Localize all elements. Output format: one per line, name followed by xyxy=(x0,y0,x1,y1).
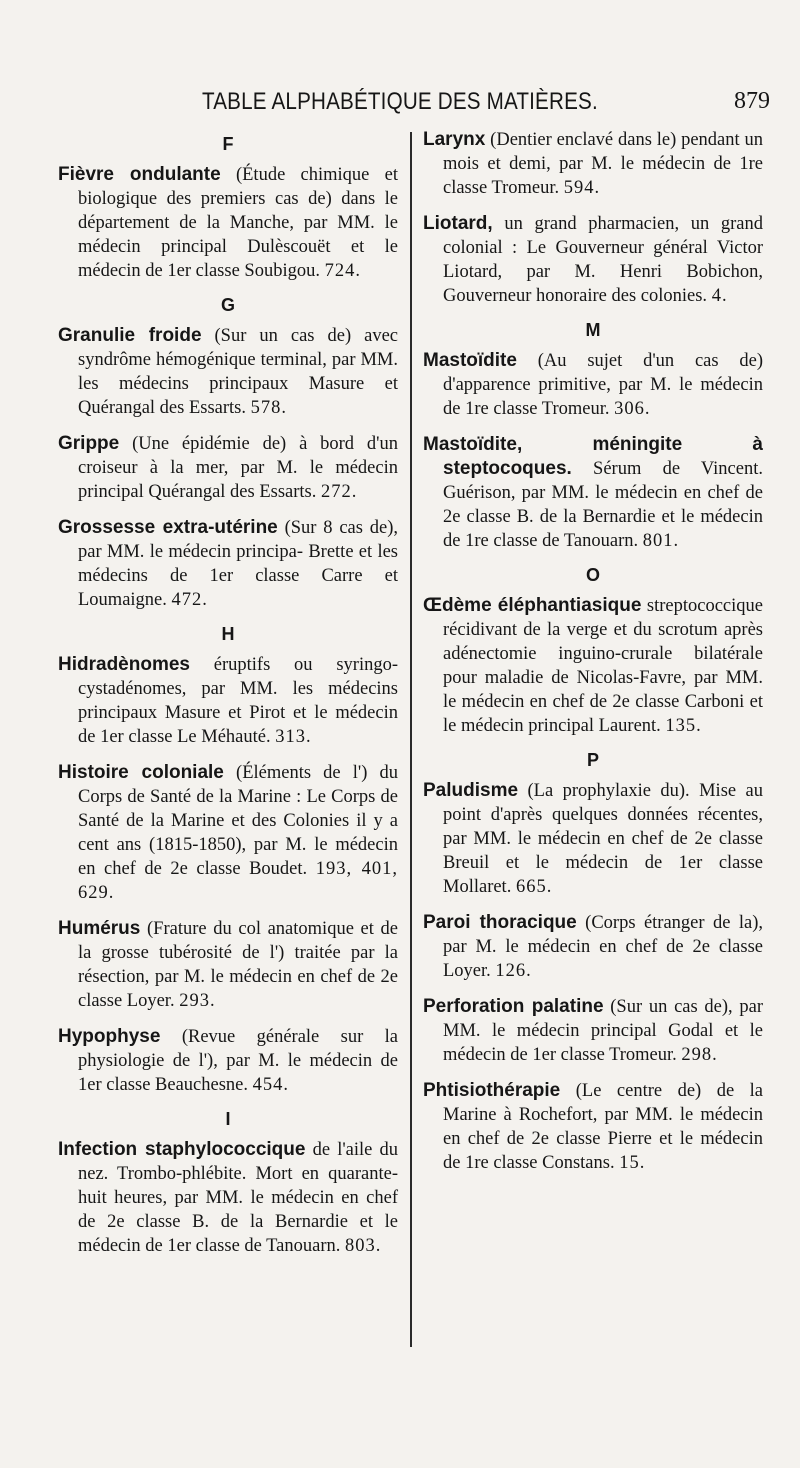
entry-heading: Mastoïdite xyxy=(423,350,517,371)
index-entry xyxy=(423,128,763,200)
right-column xyxy=(423,128,763,1187)
entry-pages: 665. xyxy=(515,877,553,897)
entry-heading: Phtisiothérapie xyxy=(423,1080,561,1101)
entry-pages: 126. xyxy=(495,961,532,981)
section-letter: P xyxy=(586,750,599,770)
entry-pages: 594. xyxy=(563,178,601,198)
entry-pages: 293. xyxy=(179,991,216,1011)
index-entry xyxy=(58,163,398,283)
entry-text: (Éléments de l') du Corps de Santé de la Marine : Le Corps de Santé de la Marine et des Colonies il y a cent ans (1815-1850), par M. le médecin en chef de 2e classe Boudet. xyxy=(78,763,399,879)
index-entry xyxy=(423,212,763,308)
entry-pages: 193, 401, 629. xyxy=(78,859,398,903)
entry-pages: 724. xyxy=(324,261,361,281)
entry-heading: Perforation palatine xyxy=(423,996,604,1017)
left-column xyxy=(58,128,398,1270)
entry-text: (Une épidémie de) à bord d'un croiseur à la mer, par M. le médecin principal Quérangal des Essarts. xyxy=(78,434,398,502)
entry-heading: Mastoïdite, méningite à steptocoques. xyxy=(423,434,763,479)
entry-pages: 578. xyxy=(250,398,287,418)
entry-pages: 15. xyxy=(619,1153,646,1173)
index-entry xyxy=(423,594,763,738)
index-entry xyxy=(423,1079,763,1175)
entry-heading: Fièvre ondulante xyxy=(58,164,221,185)
entry-heading: Hidradènomes xyxy=(58,654,190,675)
page-title: TABLE ALPHABÉTIQUE DES MATIÈRES. xyxy=(202,88,598,115)
entry-text: (La prophylaxie du). Mise au point d'après quelques données récentes, par MM. le médecin en chef de 2e classe Breuil et le médecin de 1er classe Mollaret. xyxy=(443,781,763,897)
entry-text: (Revue générale sur la physiologie de l'), par M. le médecin de 1er classe Beauchesne. xyxy=(78,1027,399,1095)
entry-heading: Infection staphylococcique xyxy=(58,1139,306,1160)
entry-heading: Grossesse extra-utérine xyxy=(58,517,278,538)
section-letter: M xyxy=(585,320,601,340)
entry-pages: 135. xyxy=(665,716,702,736)
section-letter: O xyxy=(585,565,600,585)
entry-text: streptococcique récidivant de la verge et du scrotum après adénectomie inguino-crurale bilatérale pour maladie de Nicolas-Favre, par MM. le médecin en chef de 2e classe Carboni et le médecin principal Laurent. xyxy=(443,596,763,736)
index-entry xyxy=(58,1025,398,1097)
index-entry xyxy=(58,917,398,1013)
entry-heading: Liotard, xyxy=(423,213,493,234)
entry-heading: Hypophyse xyxy=(58,1026,161,1047)
page-number: 879 xyxy=(734,88,770,114)
index-entry xyxy=(58,653,398,749)
section-letter: I xyxy=(225,1109,231,1129)
entry-heading: Grippe xyxy=(58,433,120,454)
entry-pages: 454. xyxy=(252,1075,290,1095)
entry-text: (Le centre de) de la Marine à Rochefort, par MM. le médecin en chef de 2e classe Pierre et le médecin de 1re classe Constans. xyxy=(443,1081,764,1173)
entry-pages: 4. xyxy=(711,286,728,306)
entry-pages: 803. xyxy=(345,1236,382,1256)
entry-text: (Étude chimique et biologique des premiers cas de) dans le département de la Manche, par MM. le médecin principal Dulèscouët et le médecin de 1er classe Soubigou. xyxy=(78,165,399,281)
entry-text: (Sur un cas de) avec syndrôme hémogénique terminal, par MM. les médecins principaux Masure et Quérangal des Essarts. xyxy=(78,326,398,418)
entry-text: (Dentier enclavé dans le) pendant un mois et demi, par M. le médecin de 1re classe Tromeur. xyxy=(443,130,764,198)
entry-text: (Au sujet d'un cas de) d'apparence primitive, par M. le médecin de 1re classe Tromeur. xyxy=(443,351,764,419)
entry-pages: 801. xyxy=(642,531,680,551)
entry-text: (Corps étranger de la), par M. le médecin en chef de 2e classe Loyer. xyxy=(443,913,764,981)
entry-heading: Paroi thoracique xyxy=(423,912,577,933)
index-entry xyxy=(58,516,398,612)
index-entry xyxy=(423,433,763,553)
entry-text: éruptifs ou syringo-cystadénomes, par MM. les médecins principaux Masure et Pirot et le médecin de 1er classe Le Méhauté. xyxy=(78,655,398,747)
entry-pages: 298. xyxy=(681,1045,718,1065)
index-entry xyxy=(423,911,763,983)
entry-text: de l'aile du nez. Trombo-phlébite. Mort en quarante-huit heures, par MM. le médecin en chef de 2e classe B. de la Bernardie et le médecin de 1er classe de Tanouarn. xyxy=(78,1140,399,1256)
section-letter: G xyxy=(220,295,235,315)
index-entry xyxy=(423,349,763,421)
index-entry xyxy=(58,1138,398,1258)
entry-text: (Sur un cas de), par MM. le médecin principal Godal et le médecin de 1er classe Tromeur. xyxy=(443,997,764,1065)
column-divider xyxy=(410,132,412,1347)
entry-heading: Histoire coloniale xyxy=(58,762,224,783)
entry-text: un grand pharmacien, un grand colonial : Le Gouverneur général Victor Liotard, par M. Henri Bobichon, Gouverneur honoraire des colonies. xyxy=(443,214,764,306)
entry-pages: 306. xyxy=(614,399,651,419)
entry-heading: Œdème éléphantiasique xyxy=(423,595,642,616)
entry-heading: Granulie froide xyxy=(58,325,202,346)
index-entry xyxy=(58,432,398,504)
entry-text: Sérum de Vincent. Guérison, par MM. le médecin en chef de 2e classe B. de la Bernardie et le médecin de 1re classe de Tanouarn. xyxy=(443,459,763,551)
index-entry xyxy=(423,779,763,899)
index-entry xyxy=(58,324,398,420)
entry-text: (Frature du col anatomique et de la grosse tubérosité de l') traitée par la résection, par M. le médecin en chef de 2e classe Loyer. xyxy=(78,919,398,1011)
running-head xyxy=(60,88,770,124)
entry-pages: 472. xyxy=(171,590,208,610)
index-entry xyxy=(423,995,763,1067)
index-entry xyxy=(58,761,398,905)
entry-heading: Humérus xyxy=(58,918,141,939)
entry-text: (Sur 8 cas de), par MM. le médecin principa- Brette et les médecins de 1er classe Carre et Loumaigne. xyxy=(78,518,399,610)
section-letter: F xyxy=(222,134,234,154)
entry-heading: Paludisme xyxy=(423,780,519,801)
entry-pages: 272. xyxy=(321,482,358,502)
entry-pages: 313. xyxy=(275,727,312,747)
entry-heading: Larynx xyxy=(423,129,486,150)
section-letter: H xyxy=(221,624,235,644)
